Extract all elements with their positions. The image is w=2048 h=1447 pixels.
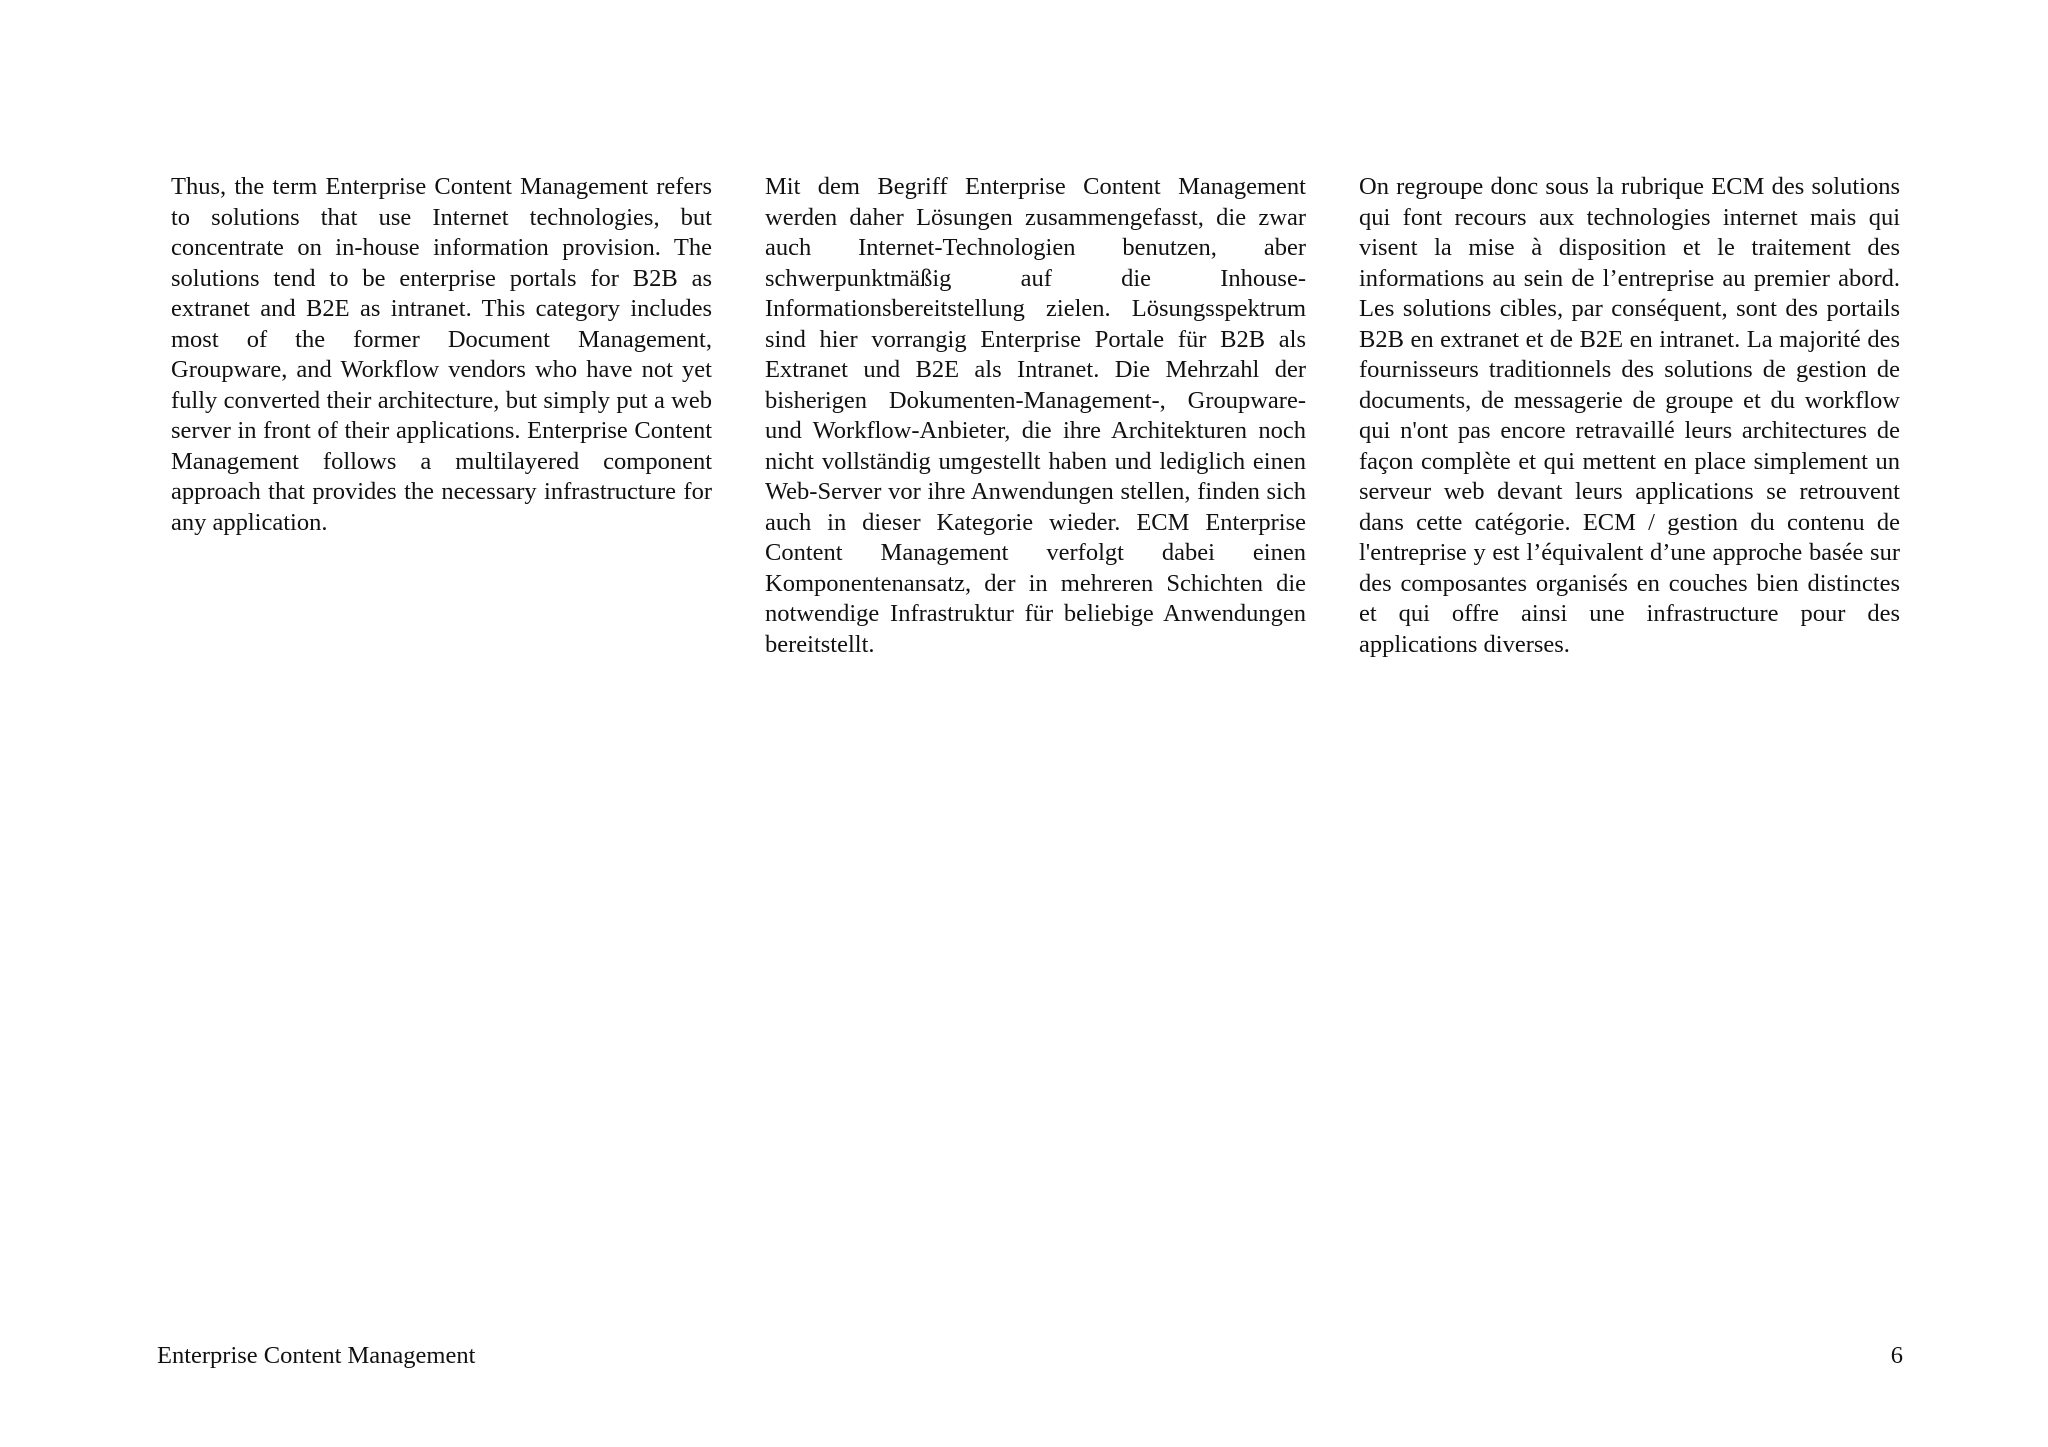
page-number: 6	[1890, 1342, 1903, 1369]
german-column-text: Mit dem Begriff Enterprise Content Management werden daher Lösungen zusammengefasst, die zwar auch Internet-Technologien benutzen, aber schwerpunktmäßig auf die Inhouse-Informationsbereitstellung zielen. Lösungsspektrum sind hier vorrangig Enterprise Portale für B2B als Extranet und B2E als Intranet. Die Mehrzahl der bisherigen Dokumenten-Management-, Groupware- und Workflow-Anbieter, die ihre Architekturen noch nicht vollständig umgestellt haben und lediglich einen Web-Server vor ihre Anwendungen stellen, finden sich auch in dieser Kategorie wieder. ECM Enterprise Content Management verfolgt dabei einen Komponentenansatz, der in mehreren Schichten die notwendige Infrastruktur für beliebige Anwendungen bereitstellt.	[765, 173, 1306, 658]
french-column-text: On regroupe donc sous la rubrique ECM des solutions qui font recours aux technologies internet mais qui visent la mise à disposition et le traitement des informations au sein de l’entreprise au premier abord. Les solutions cibles, par conséquent, sont des portails B2B en extranet et de B2E en intranet. La majorité des fournisseurs traditionnels des solutions de gestion de documents, de messagerie de groupe et du workflow qui n'ont pas encore retravaillé leurs architectures de façon complète et qui mettent en place simplement un serveur web devant leurs applications se retrouvent dans cette catégorie. ECM / gestion du contenu de l'entreprise y est l’équivalent d’une approche basée sur des composantes organisés en couches bien distinctes et qui offre ainsi une infrastructure pour des applications diverses.	[1359, 173, 1900, 658]
footer-title: Enterprise Content Management	[157, 1342, 476, 1369]
english-column-text: Thus, the term Enterprise Content Management refers to solutions that use Internet technologies, but concentrate on in-house information provision. The solutions tend to be enterprise portals for B2B as extranet and B2E as intranet. This category includes most of the former Document Management, Groupware, and Workflow vendors who have not yet fully converted their architecture, but simply put a web server in front of their applications. Enterprise Content Management follows a multilayered component approach that provides the necessary infrastructure for any application.	[171, 173, 712, 536]
